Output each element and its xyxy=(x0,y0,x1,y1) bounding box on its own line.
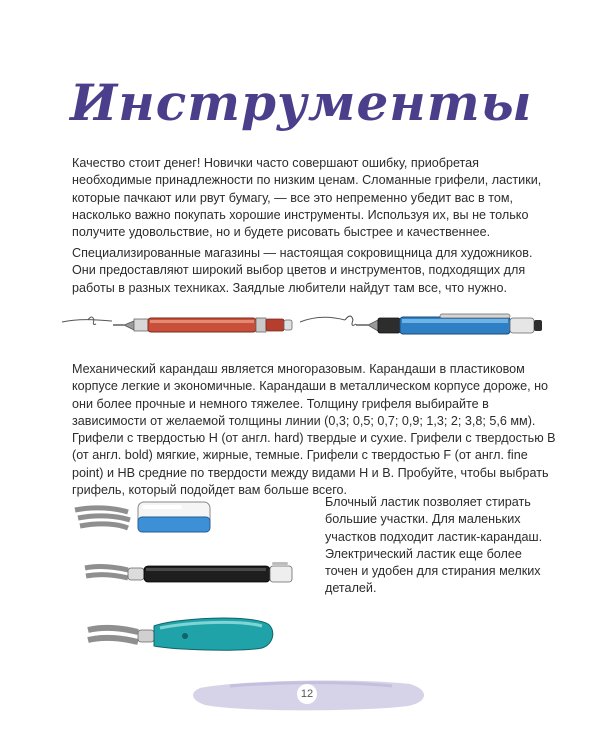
blue-mechanical-pencil-illustration xyxy=(300,314,542,334)
eraser-caption: Блочный ластик позволяет стирать большие участки. Для маленьких участков подходит ластик-карандаш. Электрический ластик еще более точен и удобен для стирания мелких деталей. xyxy=(325,495,543,596)
intro-paragraph: Качество стоит денег! Новички часто совершают ошибку, приобретая необходимые принадлежности по низким ценам. Сломанные грифели, ластики, которые пачкают или рвут бумагу, — все это непременно убедит вас в том, насколько важно покупать хорошие инструменты. Используя их, вы не только получите удовольствие, но и будете рисовать быстрее и качественнее. xyxy=(72,156,542,240)
pencil-paragraph: Механический карандаш является многоразовым. Карандаши в пластиковом корпусе легкие и экономичные. Карандаши в металлическом корпусе дороже, но они более прочные и немного тяжелее. Толщину грифеля выбирайте в зависимости от желаемой толщины линии (0,3; 0,5; 0,7; 0,9; 1,3; 2; 3,8; 5,6 мм). Грифели с твердостью H (от англ. hard) твердые и сухие. Грифели с твердостью B (от англ. bold) мягкие, жирные, темные. Грифели с твердостью F (от англ. fine point) и HB средние по твердости между видами H и B. Пробуйте, чтобы выбрать грифель, который подойдет вам больше всего. xyxy=(72,362,556,498)
eraser-pencil-illustration xyxy=(85,562,292,582)
page-number: 12 xyxy=(300,688,314,700)
electric-eraser-illustration xyxy=(88,618,273,650)
red-mechanical-pencil-illustration xyxy=(62,317,292,332)
shops-paragraph: Специализированные магазины — настоящая сокровищница для художников. Они предоставляют широкий выбор цветов и инструментов, подходящих для работы в разных техниках. Заядлые любители найдут там все, что нужно. xyxy=(72,246,533,295)
block-eraser-illustration xyxy=(75,502,210,532)
page-title: Инструменты xyxy=(70,73,533,132)
